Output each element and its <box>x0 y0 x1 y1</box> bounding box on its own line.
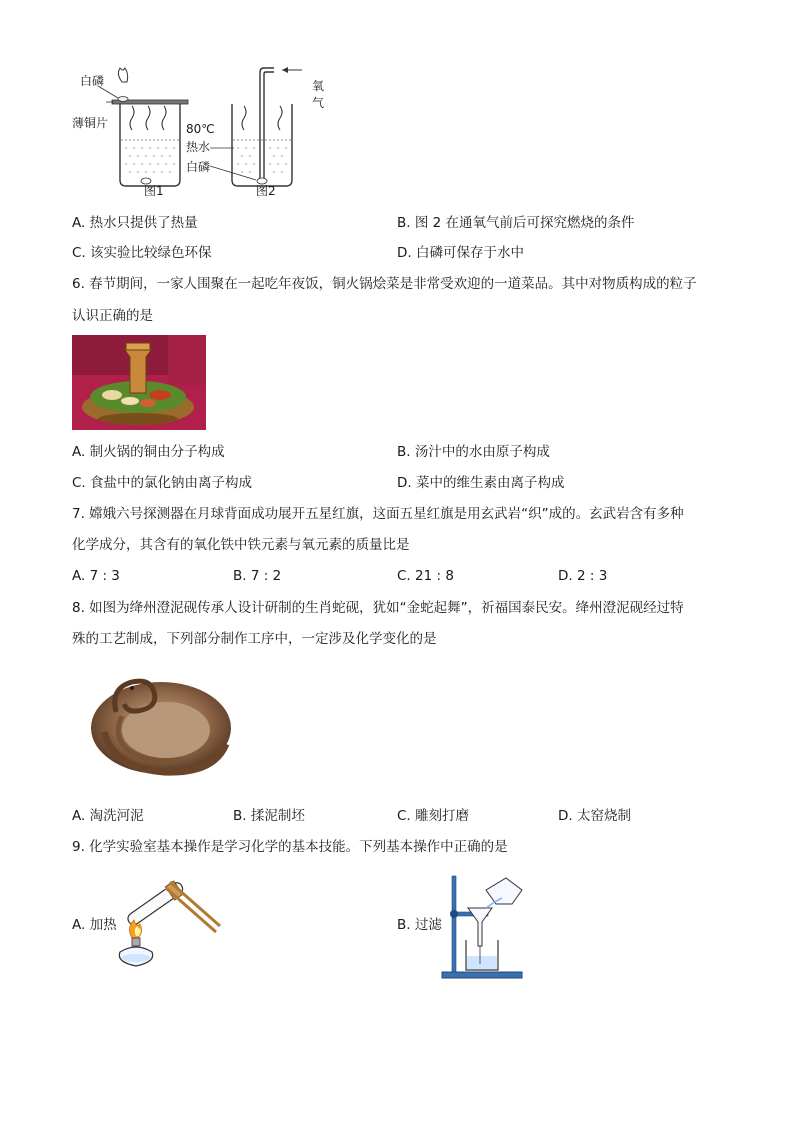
q6-option-c[interactable]: C. 食盐中的氯化钠由离子构成 <box>72 475 253 491</box>
filtration-apparatus-figure <box>440 868 530 980</box>
q6-stem-line1: 6. 春节期间，一家人围聚在一起吃年夜饭，铜火锅烩菜是非常受欢迎的一道菜品。其中对物质构成的粒子 <box>72 276 697 292</box>
label-temperature: 80℃ <box>186 122 215 136</box>
filtration-diagram <box>440 868 530 980</box>
caption-fig2: 图2 <box>256 184 276 198</box>
q7-option-d[interactable]: D. 2 : 3 <box>558 568 608 584</box>
q8-stem-line1: 8. 如图为绛州澄泥砚传承人设计研制的生肖蛇砚，犹如“金蛇起舞”，祈福国泰民安。绛州澄泥砚经过特 <box>72 600 684 616</box>
label-white-phosphorus-top: 白磷 <box>80 74 105 88</box>
caption-fig1: 图1 <box>144 184 164 198</box>
q7-option-c[interactable]: C. 21 : 8 <box>397 568 454 584</box>
q5-option-a[interactable]: A. 热水只提供了热量 <box>72 215 198 231</box>
snake-inkstone-illustration <box>86 672 232 777</box>
q9-stem: 9. 化学实验室基本操作是学习化学的基本技能。下列基本操作中正确的是 <box>72 839 508 855</box>
label-hot-water: 热水 <box>186 140 211 154</box>
q6-stem-line2: 认识正确的是 <box>72 308 153 324</box>
q6-option-d[interactable]: D. 菜中的维生素由离子构成 <box>397 475 565 491</box>
beaker-fig2 <box>210 67 302 186</box>
label-white-phosphorus-bottom: 白磷 <box>186 160 211 174</box>
heating-apparatus-figure <box>112 866 224 978</box>
q5-option-d[interactable]: D. 白磷可保存于水中 <box>397 245 524 261</box>
q8-option-b[interactable]: B. 揉泥制坯 <box>233 808 305 824</box>
heating-test-tube-diagram <box>112 866 224 978</box>
label-oxygen: 氧气 <box>312 79 325 110</box>
beaker-fig1 <box>98 68 188 186</box>
q7-option-a[interactable]: A. 7 : 3 <box>72 568 120 584</box>
snake-inkstone-photo <box>86 672 232 777</box>
q8-option-c[interactable]: C. 雕刻打磨 <box>397 808 470 824</box>
q7-option-b[interactable]: B. 7 : 2 <box>233 568 282 584</box>
q5-option-c[interactable]: C. 该实验比较绿色环保 <box>72 245 212 261</box>
q8-option-d[interactable]: D. 太窑烧制 <box>558 808 631 824</box>
q9-option-a[interactable]: A. 加热 <box>72 917 117 933</box>
q6-option-b[interactable]: B. 汤汁中的水由原子构成 <box>397 444 550 460</box>
combustion-experiment-figure <box>70 62 330 202</box>
q6-option-a[interactable]: A. 制火锅的铜由分子构成 <box>72 444 225 460</box>
q8-option-a[interactable]: A. 淘洗河泥 <box>72 808 144 824</box>
q5-option-b[interactable]: B. 图 2 在通氧气前后可探究燃烧的条件 <box>397 215 635 231</box>
q7-stem-line1: 7. 嫦娥六号探测器在月球背面成功展开五星红旗，这面五星红旗是用玄武岩“织”成的。玄武岩含有多种 <box>72 506 684 522</box>
q9-option-b[interactable]: B. 过滤 <box>397 917 442 933</box>
hotpot-photo <box>72 335 206 430</box>
hotpot-illustration <box>72 335 206 430</box>
label-copper-sheet: 薄铜片 <box>72 116 109 130</box>
q7-stem-line2: 化学成分，其含有的氧化铁中铁元素与氧元素的质量比是 <box>72 537 410 553</box>
q8-stem-line2: 殊的工艺制成，下列部分制作工序中，一定涉及化学变化的是 <box>72 631 437 647</box>
